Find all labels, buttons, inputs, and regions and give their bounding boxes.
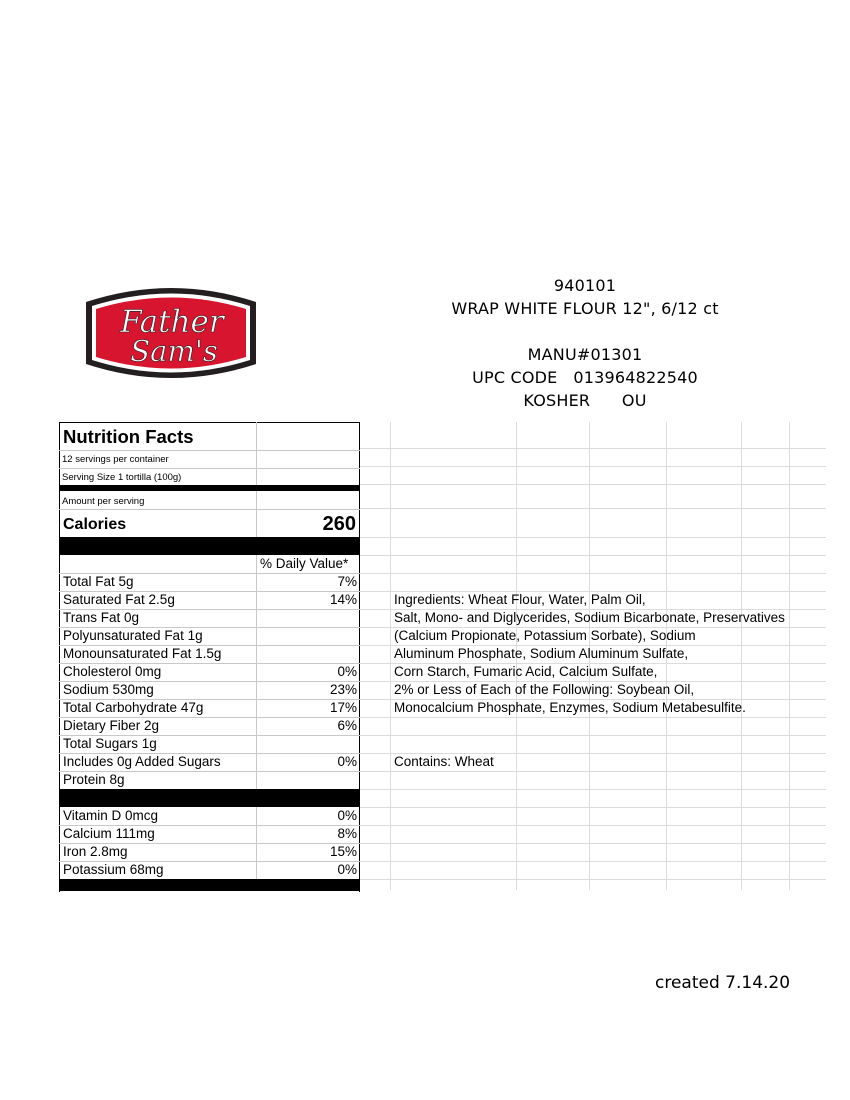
kosher-certification: KOSHER OU [523,391,647,410]
nutrient-name: Sodium 530mg [63,682,154,697]
column-divider [256,422,257,890]
calories-value: 260 [322,513,356,535]
nutrient-dv: 17% [329,700,357,715]
nutrient-dv: 14% [329,592,357,607]
calories-label: Calories [63,516,127,533]
ingredients-line: Monocalcium Phosphate, Enzymes, Sodium Metabesulfite. [394,700,746,715]
vitamin-name: Iron 2.8mg [63,844,128,859]
item-number: 940101 [553,276,617,295]
vitamin-dv: 8% [337,826,357,841]
ingredients-line: Aluminum Phosphate, Sodium Aluminum Sulfate, [394,646,689,661]
logo-line-2: Sam's [130,334,218,368]
nutrient-name: Monounsaturated Fat 1.5g [63,646,222,661]
ingredients-line: Corn Starch, Fumaric Acid, Calcium Sulfate, [394,664,658,679]
vitamin-separator [59,789,360,807]
vitamin-dv: 0% [337,862,357,877]
nutrient-name: Includes 0g Added Sugars [63,754,221,769]
bottom-bar [59,879,360,891]
vitamin-dv: 15% [329,844,357,859]
upc-code: UPC CODE 013964822540 [472,368,698,387]
amount-per-serving: Amount per serving [62,496,145,507]
ingredients-line: Salt, Mono- and Diglycerides, Sodium Bicarbonate, Preservatives [394,610,785,625]
nutrient-dv: 0% [337,664,357,679]
created-date: created 7.14.20 [655,973,791,993]
nutrition-title: Nutrition Facts [63,426,194,447]
servings-per-container: 12 servings per container [62,454,169,465]
allergen-statement: Contains: Wheat [394,754,494,769]
product-description: WRAP WHITE FLOUR 12", 6/12 ct [451,299,719,318]
vitamin-name: Calcium 111mg [63,826,155,841]
nutrient-name: Protein 8g [63,772,125,787]
manufacturer-number: MANU#01301 [527,345,643,364]
nutrient-name: Total Sugars 1g [63,736,157,751]
father-sams-logo [82,280,260,386]
vitamin-dv: 0% [337,808,357,823]
nutrient-dv: 23% [329,682,357,697]
logo-line-1: Father [120,304,224,340]
nutrient-name: Total Carbohydrate 47g [63,700,204,715]
nutrient-name: Polyunsaturated Fat 1g [63,628,203,643]
ingredients-line: 2% or Less of Each of the Following: Soybean Oil, [394,682,695,697]
ingredients-line: (Calcium Propionate, Potassium Sorbate), Sodium [394,628,696,643]
nutrient-dv: 6% [337,718,357,733]
nutrient-dv: 0% [337,754,357,769]
nutrient-name: Trans Fat 0g [63,610,140,625]
nutrient-name: Dietary Fiber 2g [63,718,160,733]
serving-size: Serving Size 1 tortilla (100g) [62,472,182,483]
nutrient-name: Cholesterol 0mg [63,664,162,679]
ingredients-line: Ingredients: Wheat Flour, Water, Palm Oil, [394,592,646,607]
daily-value-header: % Daily Value* [260,556,349,571]
vitamin-name: Potassium 68mg [63,862,164,877]
vitamin-name: Vitamin D 0mcg [63,808,159,823]
nutrient-name: Saturated Fat 2.5g [63,592,175,607]
nutrient-dv: 7% [337,574,357,589]
nutrient-name: Total Fat 5g [63,574,134,589]
